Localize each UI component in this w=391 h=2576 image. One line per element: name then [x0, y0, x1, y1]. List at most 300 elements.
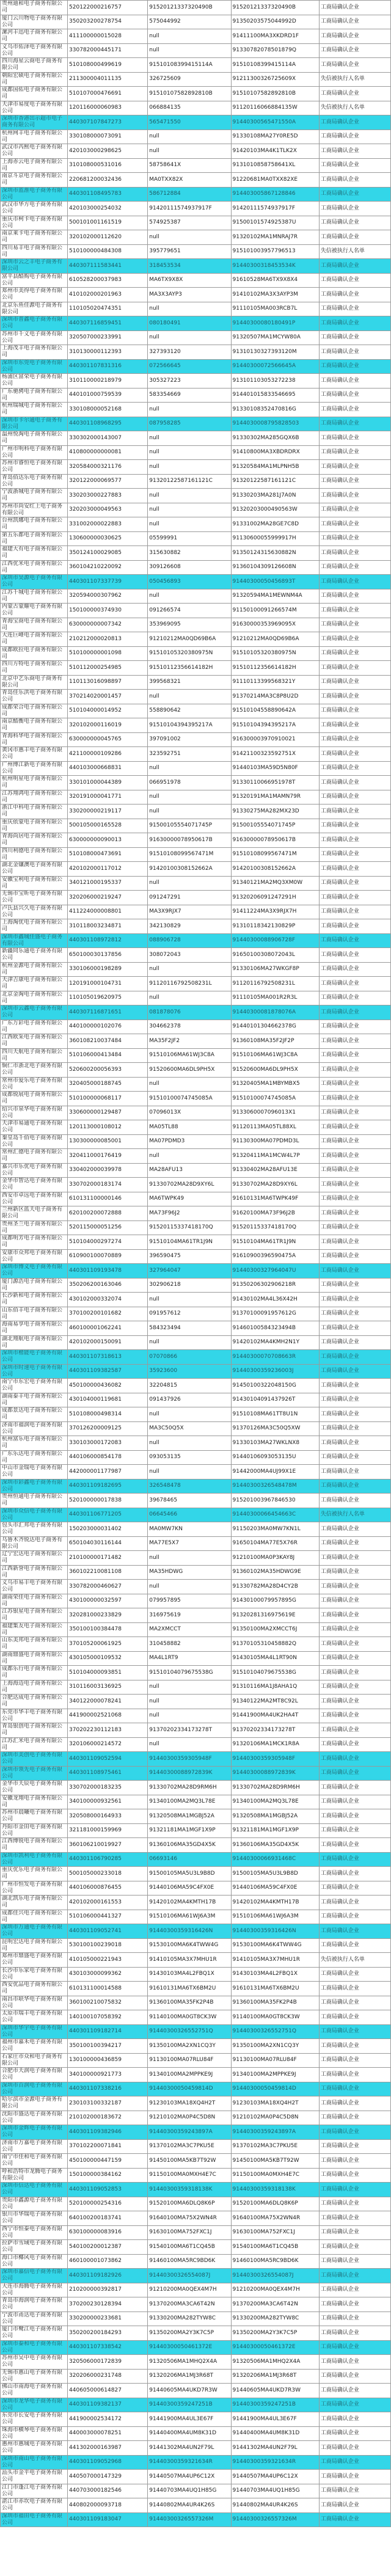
table-row — [1, 101, 391, 115]
organization-code-cell: MA0MW7KN — [148, 1522, 231, 1537]
table-row — [1, 1680, 391, 1695]
registration-number-cell: 340122000078241 — [68, 1695, 148, 1709]
status-cell: 工商局确认企业 — [319, 1, 390, 15]
credit-code-cell: 91440300072566645A — [231, 359, 319, 374]
company-name-cell: 青岛市海润电子商务有限公司 — [1, 2297, 68, 2312]
credit-code-cell: 91320122587161121C — [231, 474, 319, 489]
table-row — [1, 2498, 391, 2513]
credit-code-cell: 91320206MA1MJ3R68T — [231, 2369, 319, 2384]
table-row — [1, 977, 391, 991]
organization-code-cell: null — [148, 1465, 231, 1480]
status-cell: 工商局确认企业 — [319, 1938, 390, 1953]
organization-code-cell: 91520121337320490B — [148, 1, 231, 15]
organization-code-cell: 318453534 — [148, 259, 231, 274]
table-row — [1, 2470, 391, 2484]
status-cell: 工商局确认企业 — [319, 1752, 390, 1767]
status-cell: 工商局确认企业 — [319, 991, 390, 1005]
status-cell: 工商局确认企业 — [319, 43, 390, 58]
organization-code-cell: 91540100MA6T1CQ45B — [148, 2240, 231, 2255]
table-row — [1, 1465, 391, 1480]
registration-number-cell: 310110000218979 — [68, 374, 148, 389]
registration-number-cell: 330108000052168 — [68, 403, 148, 417]
organization-code-cell: 91510105320380975N — [148, 646, 231, 661]
registration-number-cell: 360108210037484 — [68, 1034, 148, 1049]
table-row — [1, 115, 391, 130]
registration-number-cell: 510108000473691 — [68, 847, 148, 862]
registration-number-cell: 110105020474351 — [68, 302, 148, 316]
status-cell: 工商局确认企业 — [319, 977, 390, 991]
registration-number-cell: 440307116859451 — [68, 316, 148, 331]
registration-number-cell: 440301107337739 — [68, 575, 148, 589]
table-row — [1, 2197, 391, 2211]
credit-code-cell: 91210102MA0P4C5D8N — [231, 2111, 319, 2125]
registration-number-cell: 421100000109286 — [68, 747, 148, 762]
company-name-cell: 深圳市金辉电子商务有限公司 — [1, 2125, 68, 2140]
credit-code-cell: 913101103053272238 — [231, 374, 319, 389]
credit-code-cell: 91441302MA4UN2F79L — [231, 2441, 319, 2456]
status-cell: 工商局确认企业 — [319, 905, 390, 919]
registration-number-cell: 310116003136925 — [68, 1680, 148, 1695]
company-name-cell: 杭州金源电子商务有限公司 — [1, 962, 68, 977]
credit-code-cell: 91440101304662378G — [231, 1020, 319, 1034]
organization-code-cell: 91330702MA28D9RM6H — [148, 1781, 231, 1795]
status-cell: 工商局确认企业 — [319, 2154, 390, 2169]
status-cell: 工商局确认企业 — [319, 2311, 390, 2326]
company-name-cell: 深圳市百润电子商务有限公司 — [1, 2082, 68, 2096]
credit-code-cell: 91421100323592751X — [231, 747, 319, 762]
registration-number-cell: 410800000000081 — [68, 445, 148, 460]
registration-number-cell: 510100000068117 — [68, 1092, 148, 1106]
credit-code-cell: 91330106MA27WKGF8P — [231, 962, 319, 977]
status-cell: 工商局确认企业 — [319, 1823, 390, 1838]
status-cell: 工商局确认企业 — [319, 1852, 390, 1867]
company-name-cell: 南宁市东宏电子商务有限公司 — [1, 1379, 68, 1393]
registration-number-cell: 210212000020813 — [68, 632, 148, 647]
organization-code-cell: 396590475 — [148, 1249, 231, 1264]
credit-code-cell: 91150100091266574M — [231, 604, 319, 618]
company-name-cell: 江苏汇米电子商务有限公司 — [1, 1737, 68, 1752]
credit-code-cell: 91610131MA6TX6BM2U — [231, 1982, 319, 1996]
registration-number-cell: 610900100070889 — [68, 1249, 148, 1264]
table-row — [1, 1120, 391, 1135]
registration-number-cell: 330106000198289 — [68, 962, 148, 977]
credit-code-cell: 91370102MA3C7PKU5E — [231, 2139, 319, 2154]
credit-code-cell: 91420111574937917F — [231, 202, 319, 216]
status-cell: 工商局确认企业 — [319, 259, 390, 274]
table-row — [1, 2168, 391, 2183]
organization-code-cell: 583354669 — [148, 388, 231, 403]
company-name-cell: 丹阳市金田电子商务有限公司 — [1, 1823, 68, 1838]
credit-code-cell: 91440300326557326M — [231, 2512, 319, 2527]
organization-code-cell: MA6TWPK49 — [148, 1192, 231, 1206]
company-name-cell: 厦门云川物电子商务有限公司 — [1, 15, 68, 29]
table-row — [1, 2225, 391, 2240]
registration-number-cell: 330200000219117 — [68, 805, 148, 819]
organization-code-cell: 310458882 — [148, 1637, 231, 1652]
table-row — [1, 1723, 391, 1738]
registration-number-cell: 360104210220092 — [68, 560, 148, 575]
company-name-cell: 贵阳市鑫源电子商务有限公司 — [1, 2197, 68, 2211]
credit-code-cell: 91331002MA28GE7C8D — [231, 517, 319, 532]
table-row — [1, 1795, 391, 1809]
table-row — [1, 1651, 391, 1666]
table-row — [1, 546, 391, 561]
registration-number-cell: 110105019620975 — [68, 991, 148, 1005]
status-cell: 工商局确认企业 — [319, 2369, 390, 2384]
status-cell: 工商局确认企业 — [319, 130, 390, 144]
organization-code-cell: null — [148, 431, 231, 446]
credit-code-cell: 91440300066931468C — [231, 1852, 319, 1867]
organization-code-cell: 91440300050459814D — [148, 2082, 231, 2096]
registration-number-cell: 310118003234871 — [68, 919, 148, 934]
status-cell: 工商局确认企业 — [319, 2470, 390, 2484]
organization-code-cell: 093053135 — [148, 1450, 231, 1465]
registration-number-cell: 150100000374930 — [68, 604, 148, 618]
company-name-cell: 大连市海腾电子商务有限公司 — [1, 2283, 68, 2297]
registration-number-cell: 520115000051256 — [68, 1220, 148, 1235]
registration-number-cell: 330108000073091 — [68, 130, 148, 144]
organization-code-cell: 91440802MA4UR4K26S — [148, 2498, 231, 2513]
registration-number-cell: 230103100332187 — [68, 2096, 148, 2111]
table-row — [1, 1249, 391, 1264]
table-row — [1, 1206, 391, 1221]
table-row — [1, 919, 391, 934]
credit-code-cell: 91440106MA59C4FX0E — [231, 1881, 319, 1896]
organization-code-cell: 91440300359316426N — [148, 1924, 231, 1939]
table-row — [1, 790, 391, 805]
table-row — [1, 1867, 391, 1881]
table-row — [1, 1622, 391, 1637]
company-name-cell: 南京斗京电子商务有限公司 — [1, 173, 68, 188]
credit-code-cell: 91520600MA6DL9PH5X — [231, 1063, 319, 1078]
company-name-cell: 成都佳兴电子商务有限公司 — [1, 1910, 68, 1924]
status-cell: 失信被执行人名单 — [319, 101, 390, 115]
credit-code-cell: 91330275MA282MX23D — [231, 805, 319, 819]
company-name-cell: 温州悦淘电子商务有限公司 — [1, 431, 68, 446]
organization-code-cell: 91520600MA6DL9PH5X — [148, 1063, 231, 1078]
company-name-cell: 广州市明科电子商务有限公司 — [1, 445, 68, 460]
status-cell: 工商局确认企业 — [319, 1163, 390, 1178]
organization-code-cell: 91230103MA18XQ4H2T — [148, 2096, 231, 2111]
status-cell: 工商局确认企业 — [319, 216, 390, 230]
company-name-cell: 内蒙古蒙耀电子商务有限公司 — [1, 604, 68, 618]
company-name-cell: 昆明宏达电子商务有限公司 — [1, 1938, 68, 1953]
organization-code-cell: null — [148, 1709, 231, 1723]
company-name-cell: 湖北凯乐电子商务有限公司 — [1, 1896, 68, 1910]
credit-code-cell: 91440300070708663R — [231, 1350, 319, 1365]
company-name-cell: 青岛佰达乐电子商务有限公司 — [1, 474, 68, 489]
credit-code-cell: 91440300080180491P — [231, 316, 319, 331]
company-name-cell: 朝阳宏硕电子商务有限公司 — [1, 72, 68, 87]
credit-code-cell: 91350206302906218R — [231, 1278, 319, 1293]
company-name-cell: 哈尔滨市金源电子商务有限公司 — [1, 2096, 68, 2111]
credit-code-cell: 91330108352470816G — [231, 403, 319, 417]
status-cell: 工商局确认企业 — [319, 962, 390, 977]
company-name-cell: 深圳市华宇电子商务有限公司 — [1, 2024, 68, 2039]
company-name-cell: 深圳市云之丰电子商务有限公司 — [1, 259, 68, 274]
organization-code-cell: 91320508MA1MGBJ52A — [148, 1809, 231, 1824]
status-cell: 工商局确认企业 — [319, 2269, 390, 2283]
status-cell: 工商局确认企业 — [319, 2455, 390, 2470]
credit-code-cell: 91350100MA2XN1CQ3Y — [231, 2039, 319, 2054]
table-row — [1, 1580, 391, 1594]
status-cell: 工商局确认企业 — [319, 1766, 390, 1781]
registration-number-cell: 500105000165528 — [68, 819, 148, 833]
company-name-cell: 深圳市时速电子商务有限公司 — [1, 1364, 68, 1379]
credit-code-cell: 91370200MA3CA6T42N — [231, 2297, 319, 2312]
status-cell: 工商局确认企业 — [319, 1522, 390, 1537]
company-name-cell: 海口市椰风电子商务有限公司 — [1, 2254, 68, 2269]
company-name-cell: 青岛银创电子商务有限公司 — [1, 1723, 68, 1738]
credit-code-cell: 91440106093053135U — [231, 1450, 319, 1465]
credit-code-cell: 91330200MA282TYW8C — [231, 2311, 319, 2326]
company-name-cell: 湖南荣佳电子商务有限公司 — [1, 1594, 68, 1608]
table-row — [1, 2384, 391, 2398]
table-row — [1, 690, 391, 704]
company-name-cell: 南京酷衡电子商务有限公司 — [1, 718, 68, 733]
registration-number-cell: 330101000044389 — [68, 776, 148, 790]
credit-code-cell: 91120116066884135W — [231, 101, 319, 115]
table-row — [1, 2053, 391, 2068]
table-row — [1, 2441, 391, 2456]
registration-number-cell: 610131100000146 — [68, 1192, 148, 1206]
registration-number-cell: 440301106771205 — [68, 1508, 148, 1522]
company-name-cell: 四川天航电子商务有限公司 — [1, 1048, 68, 1063]
table-row — [1, 1163, 391, 1178]
status-cell: 工商局确认企业 — [319, 2254, 390, 2269]
registration-number-cell: 130100000436859 — [68, 2053, 148, 2068]
organization-code-cell: 05599991 — [148, 531, 231, 546]
status-cell: 工商局确认企业 — [319, 417, 390, 431]
organization-code-cell: 91440300359305948F — [148, 1752, 231, 1767]
organization-code-cell: MA0TXX82X — [148, 173, 231, 188]
organization-code-cell: 316975619 — [148, 1608, 231, 1623]
status-cell: 工商局确认企业 — [319, 2484, 390, 2498]
credit-code-cell: 91520115337418170Q — [231, 1220, 319, 1235]
organization-code-cell: 91510112356614182H — [148, 661, 231, 676]
company-name-cell: 乌鲁木齐锐达电子商务有限公司 — [1, 1536, 68, 1551]
organization-code-cell: 586712884 — [148, 187, 231, 202]
organization-code-cell: 91440300326552751Q — [148, 2024, 231, 2039]
organization-code-cell: 91510108399415114A — [148, 58, 231, 73]
organization-code-cell: 050456893 — [148, 575, 231, 589]
table-row — [1, 1092, 391, 1106]
status-cell: 工商局确认企业 — [319, 1651, 390, 1666]
organization-code-cell: 91440106MA59C4FX0E — [148, 1881, 231, 1896]
credit-code-cell: 91360106MA35GD4X5K — [231, 1838, 319, 1853]
registration-number-cell: 330702000183174 — [68, 1178, 148, 1192]
status-cell: 工商局确认企业 — [319, 575, 390, 589]
table-row — [1, 1264, 391, 1279]
registration-number-cell: 340100000932561 — [68, 1795, 148, 1809]
organization-code-cell: MA35F2JF2 — [148, 1034, 231, 1049]
organization-code-cell: 91210200MA0QEX4M7H — [148, 2283, 231, 2297]
organization-code-cell: 91510106MA61WJ6A3M — [148, 1910, 231, 1924]
status-cell: 工商局确认企业 — [319, 1364, 390, 1379]
organization-code-cell: 072566645 — [148, 359, 231, 374]
registration-number-cell: 350200200184293 — [68, 2326, 148, 2341]
organization-code-cell: 315630882 — [148, 546, 231, 561]
organization-code-cell: 91510104394395217A — [148, 718, 231, 733]
registration-number-cell: 440301109382587 — [68, 1364, 148, 1379]
company-name-cell: 义乌市佑泽电子商务有限公司 — [1, 43, 68, 58]
table-row — [1, 2111, 391, 2125]
registration-number-cell: 330302000143007 — [68, 431, 148, 446]
company-name-cell: 青岛佳乐洪电子商务有限公司 — [1, 690, 68, 704]
company-name-cell: 深圳市鑫城佳盛电子商务有限公司 — [1, 933, 68, 948]
company-name-cell: 郑州市美得电子商务有限公司 — [1, 288, 68, 302]
status-cell: 工商局确认企业 — [319, 2024, 390, 2039]
credit-code-cell: 91110105MA001R2R3L — [231, 991, 319, 1005]
organization-code-cell: null — [148, 1335, 231, 1350]
credit-code-cell: 91440300326554087J — [231, 2269, 319, 2283]
registration-number-cell: 440103000668831 — [68, 761, 148, 776]
organization-code-cell: 323592751 — [148, 747, 231, 762]
table-row — [1, 1020, 391, 1034]
status-cell: 工商局确认企业 — [319, 919, 390, 934]
credit-code-cell: 91130300MA07PDMD3L — [231, 1134, 319, 1149]
company-name-cell: 南京莱卡电子商务有限公司 — [1, 230, 68, 245]
company-name-cell: 重庆依蒙电子商务有限公司 — [1, 819, 68, 833]
credit-code-cell: 91441900MA4UK2HA4T — [231, 1709, 319, 1723]
table-row — [1, 1608, 391, 1623]
table-row — [1, 1350, 391, 1365]
credit-code-cell: 91450100322048150G — [231, 1379, 319, 1393]
organization-code-cell: 91320122587161121C — [148, 474, 231, 489]
organization-code-cell: null — [148, 302, 231, 316]
organization-code-cell: 91440300050461372E — [148, 2340, 231, 2355]
table-row — [1, 302, 391, 316]
status-cell: 工商局确认企业 — [319, 273, 390, 288]
table-row — [1, 1063, 391, 1078]
company-name-cell: 杭州富乐电子商务有限公司 — [1, 1436, 68, 1451]
status-cell: 工商局确认企业 — [319, 732, 390, 747]
company-name-cell: 东莞市华丰电子商务有限公司 — [1, 1709, 68, 1723]
credit-code-cell: 91630000353969095X — [231, 618, 319, 632]
organization-code-cell: MA05TL88 — [148, 1120, 231, 1135]
organization-code-cell: 080180491 — [148, 316, 231, 331]
organization-code-cell: 91430103MA4L2FBQ1X — [148, 1967, 231, 1982]
registration-number-cell: 440101000759539 — [68, 388, 148, 403]
table-row — [1, 2283, 391, 2297]
status-cell: 工商局确认企业 — [319, 790, 390, 805]
table-row — [1, 359, 391, 374]
status-cell: 工商局确认企业 — [319, 2512, 390, 2527]
registration-number-cell: 430103000099362 — [68, 1967, 148, 1982]
registration-number-cell: 350206200163046 — [68, 1278, 148, 1293]
company-name-cell: 安徽龙翔电子商务有限公司 — [1, 1795, 68, 1809]
status-cell: 工商局确认企业 — [319, 2340, 390, 2355]
status-cell: 工商局确认企业 — [319, 2426, 390, 2441]
registration-number-cell: 330203000227883 — [68, 489, 148, 503]
table-row — [1, 288, 391, 302]
status-cell: 工商局确认企业 — [319, 819, 390, 833]
company-name-cell: 上海淘优电子商务有限公司 — [1, 919, 68, 934]
status-cell: 工商局确认企业 — [319, 618, 390, 632]
status-cell: 工商局确认企业 — [319, 1465, 390, 1480]
status-cell: 工商局确认企业 — [319, 1809, 390, 1824]
company-name-cell: 四川易丰电子商务有限公司 — [1, 244, 68, 259]
status-cell: 工商局确认企业 — [319, 1379, 390, 1393]
company-name-cell: 江西欧采电子商务有限公司 — [1, 1034, 68, 1049]
status-cell: 工商局确认企业 — [319, 517, 390, 532]
registration-number-cell: 440307111583441 — [68, 259, 148, 274]
credit-code-cell: 91460100MA5RC9BD6K — [231, 2254, 319, 2269]
organization-code-cell: 309126608 — [148, 560, 231, 575]
status-cell: 工商局确认企业 — [319, 2096, 390, 2111]
registration-number-cell: 450100000436082 — [68, 1379, 148, 1393]
company-name-cell: 山东美邦电子商务有限公司 — [1, 1637, 68, 1652]
registration-number-cell: 520122000216757 — [68, 1, 148, 15]
registration-number-cell: 440301109052853 — [68, 2183, 148, 2197]
company-name-cell: 北京乐鱼佳源电子商务有限公司 — [1, 302, 68, 316]
company-name-cell: 海南易享电子商务有限公司 — [1, 1321, 68, 1336]
status-cell: 工商局确认企业 — [319, 330, 390, 345]
company-name-cell: 成都荣合电子商务有限公司 — [1, 704, 68, 718]
registration-number-cell: 320102000116019 — [68, 718, 148, 733]
company-name-cell: 杨浦区富荣电子商务有限公司 — [1, 374, 68, 389]
company-name-cell: 广东驰骋电子商务有限公司 — [1, 388, 68, 403]
status-cell: 工商局确认企业 — [319, 1924, 390, 1939]
credit-code-cell: 91520100MA6DLQ8K6P — [231, 2197, 319, 2211]
registration-number-cell: 320281000233829 — [68, 1608, 148, 1623]
organization-code-cell: 58758641X — [148, 158, 231, 173]
status-cell: 工商局确认企业 — [319, 1680, 390, 1695]
credit-code-cell: 91110105MA003RCB7L — [231, 302, 319, 316]
status-cell: 工商局确认企业 — [319, 1608, 390, 1623]
credit-code-cell: 91150100MA0MXH4E7C — [231, 2168, 319, 2183]
organization-code-cell: MA3C50Q5X — [148, 1421, 231, 1436]
credit-code-cell: 91330402MA28AFU13E — [231, 1163, 319, 1178]
organization-code-cell: 584323494 — [148, 1321, 231, 1336]
organization-code-cell: null — [148, 1293, 231, 1307]
company-name-cell: 佛山市南海电子商务有限公司 — [1, 2384, 68, 2398]
organization-code-cell: 32204815 — [148, 1379, 231, 1393]
table-row — [1, 1522, 391, 1537]
status-cell: 工商局确认企业 — [319, 531, 390, 546]
organization-code-cell: null — [148, 805, 231, 819]
credit-code-cell: 91510108399415114A — [231, 58, 319, 73]
credit-code-cell: 91360108MA35F2JF2P — [231, 1034, 319, 1049]
table-row — [1, 761, 391, 776]
credit-code-cell: 91120116792508231L — [231, 977, 319, 991]
status-cell: 工商局确认企业 — [319, 1967, 390, 1982]
company-name-cell: 重庆优乐电子商务有限公司 — [1, 1867, 68, 1881]
table-row — [1, 2326, 391, 2341]
registration-number-cell: 320594000307962 — [68, 589, 148, 604]
credit-code-cell: 91450100MA5KB7T92W — [231, 2154, 319, 2169]
company-name-cell: 苏州市晨曦电子商务有限公司 — [1, 1809, 68, 1824]
status-cell: 工商局确认企业 — [319, 604, 390, 618]
company-name-cell: 郑州市鼎盛电子商务有限公司 — [1, 1953, 68, 1968]
credit-code-cell: 91320508MA1MGBJ52A — [231, 1809, 319, 1824]
organization-code-cell: 91640100MA75X2WN4R — [148, 2211, 231, 2226]
company-name-cell: 江苏银星电子商务有限公司 — [1, 1608, 68, 1623]
status-cell: 工商局确认企业 — [319, 2125, 390, 2140]
registration-number-cell: 440301108972812 — [68, 933, 148, 948]
status-cell: 工商局确认企业 — [319, 2355, 390, 2370]
registration-number-cell: 150100000384162 — [68, 2168, 148, 2183]
status-cell: 工商局确认企业 — [319, 1982, 390, 1996]
registration-number-cell: 440106000876455 — [68, 1881, 148, 1896]
company-name-cell: 贵州恒通电子商务有限公司 — [1, 1494, 68, 1508]
registration-number-cell: 440301109193478 — [68, 1264, 148, 1279]
company-name-cell: 拉萨市雪域电子商务有限公司 — [1, 2240, 68, 2255]
status-cell: 工商局确认企业 — [319, 144, 390, 159]
company-name-cell: 深圳市昊源电子商务有限公司 — [1, 575, 68, 589]
credit-code-cell: 91320281316975619E — [231, 1608, 319, 1623]
registration-number-cell: 120116000060983 — [68, 101, 148, 115]
